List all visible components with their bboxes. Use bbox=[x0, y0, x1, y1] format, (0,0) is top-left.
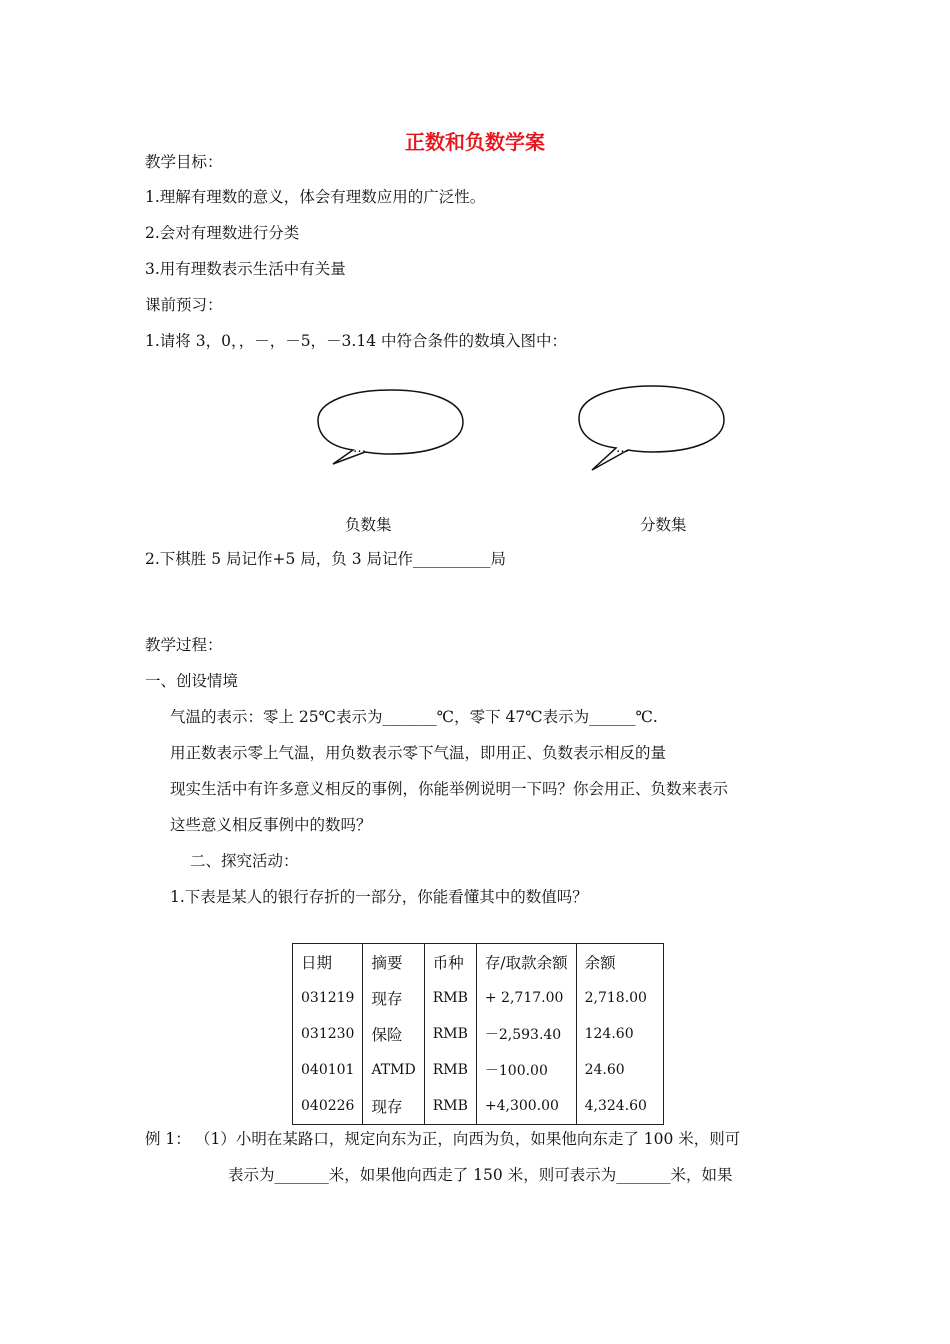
table-cell: +4,300.00 bbox=[476, 1088, 576, 1125]
bankbook-table bbox=[292, 943, 664, 1125]
table-header-row bbox=[293, 944, 664, 981]
table-cell: 2,718.00 bbox=[576, 980, 663, 1016]
table-cell: 040226 bbox=[293, 1088, 363, 1125]
table-cell: 现存 bbox=[363, 980, 424, 1016]
table-row bbox=[293, 1088, 664, 1125]
fraction-set-bubble bbox=[576, 384, 731, 472]
example-label: 例 1： bbox=[145, 1130, 191, 1148]
negative-set-bubble bbox=[315, 388, 470, 470]
table-row bbox=[293, 1016, 664, 1052]
table-cell: 24.60 bbox=[576, 1052, 663, 1088]
preview-question-1: 1.请将 3，0，，－，－5，－3.14 中符合条件的数填入图中： bbox=[145, 332, 567, 350]
example-line-2: 表示为_______米，如果他向西走了 150 米，则可表示为_______米，如果 bbox=[228, 1166, 733, 1184]
table-row bbox=[293, 1052, 664, 1088]
negative-set-ellipsis: … bbox=[353, 441, 366, 456]
opposite-quantity-paragraph: 用正数表示零上气温，用负数表示零下气温，即用正、负数表示相反的量 bbox=[170, 744, 667, 762]
section-1-heading: 一、创设情境 bbox=[145, 672, 239, 690]
table-cell: －2,593.40 bbox=[476, 1016, 576, 1052]
section-2-heading: 二、探究活动： bbox=[190, 852, 299, 870]
real-life-paragraph-line-2: 这些意义相反事例中的数吗？ bbox=[170, 816, 372, 834]
fraction-set-caption: 分数集 bbox=[640, 516, 687, 534]
bank-question: 1.下表是某人的银行存折的一部分，你能看懂其中的数值吗？ bbox=[170, 888, 588, 906]
table-cell: RMB bbox=[424, 980, 476, 1016]
goal-item-3: 3.用有理数表示生活中有关量 bbox=[145, 260, 346, 278]
table-cell: ATMD bbox=[363, 1052, 424, 1088]
real-life-paragraph-line-1: 现实生活中有许多意义相反的事例，你能举例说明一下吗？你会用正、负数来表示 bbox=[170, 780, 729, 798]
goals-heading: 教学目标： bbox=[145, 153, 223, 171]
table-header-cell: 余额 bbox=[576, 944, 663, 981]
table-header-cell: 摘要 bbox=[363, 944, 424, 981]
temperature-paragraph: 气温的表示：零上 25℃表示为_______℃，零下 47℃表示为______℃. bbox=[170, 708, 658, 726]
table-cell: 124.60 bbox=[576, 1016, 663, 1052]
table-cell: RMB bbox=[424, 1016, 476, 1052]
table-cell: －100.00 bbox=[476, 1052, 576, 1088]
fraction-set-ellipsis: … bbox=[616, 441, 629, 456]
table-cell: 现存 bbox=[363, 1088, 424, 1125]
goal-item-1: 1.理解有理数的意义，体会有理数应用的广泛性。 bbox=[145, 188, 486, 206]
process-heading: 教学过程： bbox=[145, 636, 223, 654]
table-header-cell: 日期 bbox=[293, 944, 363, 981]
table-cell: 031230 bbox=[293, 1016, 363, 1052]
negative-set-caption: 负数集 bbox=[345, 516, 392, 534]
table-cell: 4,324.60 bbox=[576, 1088, 663, 1125]
preview-question-2: 2.下棋胜 5 局记作+5 局，负 3 局记作__________局 bbox=[145, 550, 506, 568]
table-cell: + 2,717.00 bbox=[476, 980, 576, 1016]
table-cell: 031219 bbox=[293, 980, 363, 1016]
table-row bbox=[293, 980, 664, 1016]
table-cell: 040101 bbox=[293, 1052, 363, 1088]
table-header-cell: 存/取款余额 bbox=[476, 944, 576, 981]
preview-heading: 课前预习： bbox=[145, 296, 223, 314]
table-cell: RMB bbox=[424, 1088, 476, 1125]
table-cell: RMB bbox=[424, 1052, 476, 1088]
table-cell: 保险 bbox=[363, 1016, 424, 1052]
goal-item-2: 2.会对有理数进行分类 bbox=[145, 224, 300, 242]
example-line-1: （1）小明在某路口，规定向东为正，向西为负，如果他向东走了 100 米，则可 bbox=[195, 1130, 741, 1148]
page-title: 正数和负数学案 bbox=[405, 130, 545, 154]
table-header-cell: 币种 bbox=[424, 944, 476, 981]
